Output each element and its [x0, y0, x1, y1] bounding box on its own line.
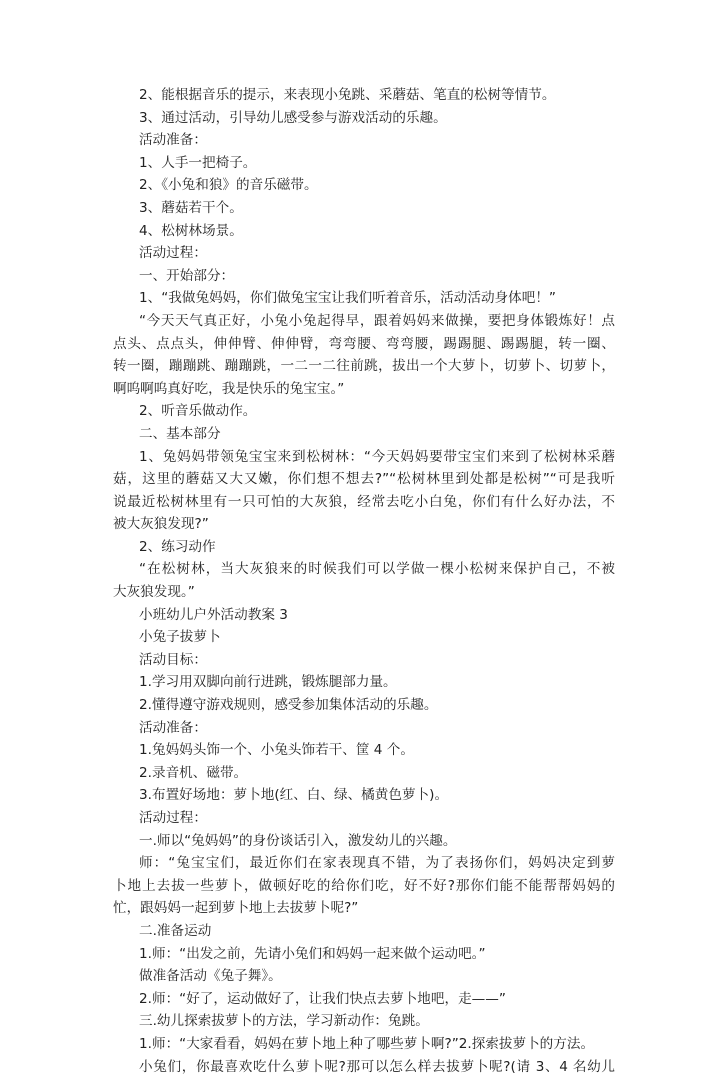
text-line: 1.师：“出发之前，先请小兔们和妈妈一起来做个运动吧。”	[139, 945, 486, 962]
text-line: 忙，跟妈妈一起到萝卜地上去拔萝卜呢?”	[113, 900, 359, 917]
text-line: 活动目标：	[139, 651, 207, 668]
text-line: 2.师：“好了，运动做好了，让我们快点去萝卜地吧，走——”	[139, 990, 506, 1007]
text-line: 啊呜啊呜真好吃，我是快乐的兔宝宝。”	[113, 380, 345, 397]
text-line: 一、开始部分：	[139, 267, 235, 284]
text-line: 二、基本部分	[139, 425, 221, 442]
text-line: 菇，这里的蘑菇又大又嫩，你们想不想去?”“松树林里到处都是松树”“可是我听	[113, 471, 615, 488]
text-line: “今天天气真正好，小兔小兔起得早，跟着妈妈来做操，要把身体锻炼好！点	[139, 312, 615, 329]
text-line: 活动过程：	[139, 245, 207, 262]
text-line: 卜地上去拔一些萝卜，做顿好吃的给你们吃，好不好?那你们能不能帮帮妈妈的	[113, 877, 615, 894]
text-line: 做准备活动《兔子舞》。	[139, 968, 282, 985]
text-line: 大灰狼发现。”	[113, 584, 195, 601]
text-line: 三.幼儿探索拔萝卜的方法，学习新动作：兔跳。	[139, 1013, 429, 1030]
text-line: 2、能根据音乐的提示，来表现小兔跳、采蘑菇、笔直的松树等情节。	[139, 87, 556, 103]
text-line: 说最近松树林里有一只可怕的大灰狼，经常去吃小白兔，你们有什么好办法，不	[113, 493, 615, 510]
text-line: 2.懂得遵守游戏规则，感受参加集体活动的乐趣。	[139, 697, 438, 714]
text-line: 小兔子拔萝卜	[139, 629, 221, 646]
text-line: 1.兔妈妈头饰一个、小兔头饰若干、筐 4 个。	[139, 742, 414, 759]
text-line: 1、人手一把椅子。	[139, 154, 257, 171]
text-line: 小班幼儿户外活动教案 3	[139, 606, 288, 623]
text-line: 3、蘑菇若干个。	[139, 199, 243, 216]
text-line: 1.学习用双脚向前行进跳，锻炼腿部力量。	[139, 674, 397, 691]
text-line: 1、兔妈妈带领兔宝宝来到松树林：“今天妈妈要带宝宝们来到了松树林采蘑	[139, 448, 615, 465]
text-line: 二.准备运动	[139, 922, 212, 939]
text-line: 3、通过活动，引导幼儿感受参与游戏活动的乐趣。	[139, 109, 447, 126]
text-line: 3.布置好场地：萝卜地(红、白、绿、橘黄色萝卜)。	[139, 787, 449, 804]
text-line: 转一圈，蹦蹦跳、蹦蹦跳，一二一二往前跳，拔出一个大萝卜，切萝卜、切萝卜，	[113, 358, 615, 375]
text-line: 2、练习动作	[139, 538, 216, 555]
document-page	[113, 84, 615, 1078]
text-line: 活动准备：	[139, 132, 207, 149]
text-line: 一.师以“兔妈妈”的身份谈话引入，激发幼儿的兴趣。	[139, 832, 457, 849]
text-line: 2、《小兔和狼》的音乐磁带。	[139, 177, 318, 194]
text-line: 1、“我做兔妈妈，你们做兔宝宝让我们听着音乐，活动活动身体吧！”	[139, 290, 556, 307]
text-line: 活动过程：	[139, 810, 207, 826]
text-line: 师：“兔宝宝们，最近你们在家表现真不错，为了表扬你们，妈妈决定到萝	[139, 855, 615, 872]
text-line: 2、听音乐做动作。	[139, 403, 257, 420]
text-line: 被大灰狼发现?”	[113, 516, 209, 533]
text-line: 点头、点点头，伸伸臂、伸伸臂，弯弯腰、弯弯腰，踢踢腿、踢踢腿，转一圈、	[113, 335, 615, 352]
text-line: 活动准备：	[139, 719, 207, 736]
text-line: 1.师：“大家看看，妈妈在萝卜地上种了哪些萝卜啊?”2.探索拔萝卜的方法。	[139, 1035, 595, 1052]
text-line: 4、松树林场景。	[139, 222, 243, 239]
text-line: 小兔们，你最喜欢吃什么萝卜呢?那可以怎么样去拔萝卜呢?(请 3、4 名幼儿	[139, 1058, 615, 1075]
text-line: “在松树林，当大灰狼来的时候我们可以学做一棵小松树来保护自己，不被	[139, 561, 615, 578]
text-line: 2.录音机、磁带。	[139, 764, 248, 781]
